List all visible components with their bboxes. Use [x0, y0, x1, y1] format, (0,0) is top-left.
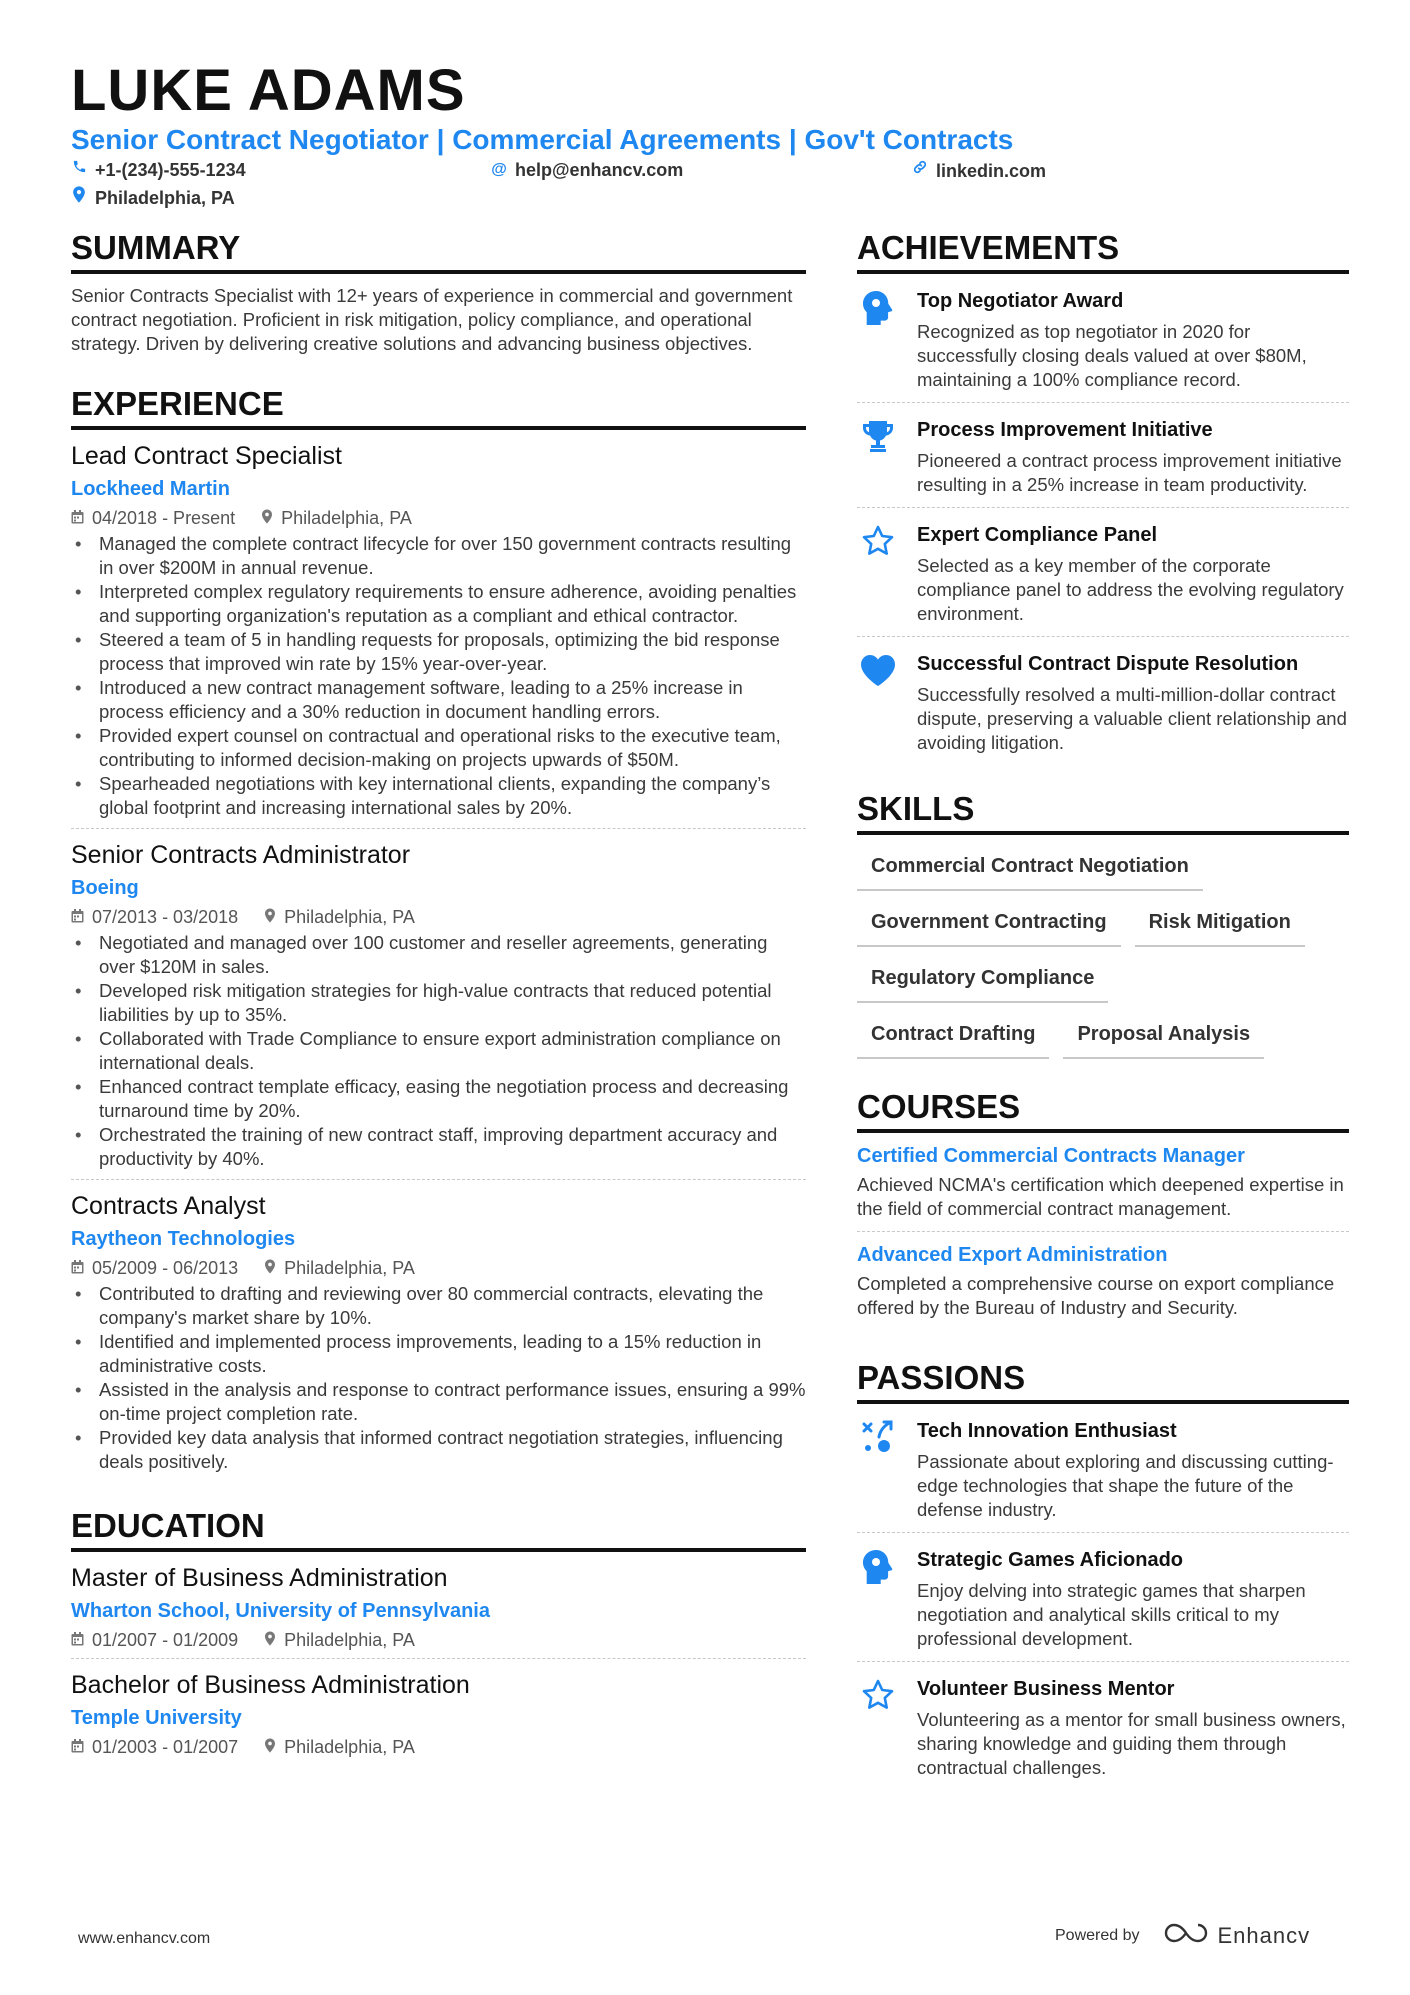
right-column [857, 228, 1349, 1790]
achievement-desc: Selected as a key member of the corporate compliance panel to address the evolving regulatory environment. [917, 555, 1344, 624]
skills-row [857, 1017, 1349, 1059]
location-text: Philadelphia, PA [95, 188, 235, 208]
calendar-icon [71, 1630, 84, 1650]
skills-row [857, 849, 1349, 891]
achievement-body [917, 288, 1349, 392]
bullet-item: • Identified and implemented process improvements, leading to a 15% reduction in administrative costs. [71, 1330, 806, 1378]
edu-location-text: Philadelphia, PA [284, 1630, 415, 1650]
experience-heading: EXPERIENCE [71, 384, 806, 430]
location-pin-icon [264, 1737, 276, 1757]
bullet-item: • Spearheaded negotiations with key international clients, expanding the company’s global footprint and increasing international sales by 20%. [71, 772, 806, 820]
edu-meta [71, 1628, 806, 1652]
email-text: help@enhancv.com [515, 160, 684, 180]
bullet-item: • Steered a team of 5 in handling requests for proposals, optimizing the bid response process that improved win rate by 15% year-over-year. [71, 628, 806, 676]
job-dates-text: 05/2009 - 06/2013 [92, 1258, 239, 1278]
passion-body [917, 1418, 1349, 1522]
job-location-text: Philadelphia, PA [284, 907, 415, 927]
candidate-name: LUKE ADAMS [71, 58, 466, 123]
experience-list [71, 430, 806, 1482]
courses-heading: COURSES [857, 1087, 1349, 1133]
phone-icon [71, 159, 87, 181]
education-entry [71, 1658, 806, 1765]
calendar-icon [71, 508, 84, 528]
job-bullets [71, 931, 806, 1171]
calendar-icon [71, 1258, 84, 1278]
calendar-icon [71, 1737, 84, 1757]
achievement-title: Process Improvement Initiative [917, 419, 1213, 441]
location-pin-icon [264, 1258, 276, 1278]
skill-tag: Commercial Contract Negotiation [857, 849, 1203, 891]
courses-list [857, 1133, 1349, 1330]
achievement-item [857, 274, 1349, 402]
job-company: Boeing [71, 877, 139, 899]
passion-title: Tech Innovation Enthusiast [917, 1420, 1177, 1442]
job-company: Lockheed Martin [71, 478, 230, 500]
experience-entry [71, 1179, 806, 1482]
at-icon: @ [491, 161, 507, 178]
achievements-list [857, 274, 1349, 765]
job-dates [71, 905, 238, 929]
job-location-text: Philadelphia, PA [284, 1258, 415, 1278]
passion-item [857, 1532, 1349, 1661]
summary-text: Senior Contracts Specialist with 12+ years of experience in commercial and government contract negotiation. Proficient in risk mitigation, policy compliance, and operational strategy. Driven by delivering creative solutions and advancing business objectives. [71, 285, 793, 354]
trophy-icon [857, 417, 899, 497]
footer-branding [1055, 1922, 1310, 1950]
experience-entry [71, 828, 806, 1179]
job-meta [71, 1256, 806, 1280]
achievement-title: Successful Contract Dispute Resolution [917, 653, 1299, 675]
course-title[interactable]: Advanced Export Administration [857, 1244, 1168, 1266]
skill-tag: Risk Mitigation [1135, 905, 1305, 947]
powered-by-text: Powered by [1055, 1927, 1140, 1944]
contact-linkedin[interactable] [912, 159, 1046, 182]
degree-title: Master of Business Administration [71, 1564, 448, 1592]
passion-item [857, 1661, 1349, 1790]
bullet-item: • Collaborated with Trade Compliance to ensure export administration compliance on international deals. [71, 1027, 806, 1075]
achievement-desc: Recognized as top negotiator in 2020 for successfully closing deals valued at over $80M, maintaining a 100% compliance record. [917, 321, 1307, 390]
job-title: Lead Contract Specialist [71, 442, 342, 470]
course-desc: Completed a comprehensive course on export compliance offered by the Bureau of Industry and Security. [857, 1273, 1335, 1318]
bullet-item: • Provided expert counsel on contractual and operational risks to the executive team, contributing to informed decision-making on projects upwards of $50M. [71, 724, 806, 772]
achievement-desc: Successfully resolved a multi-million-dollar contract dispute, preserving a valuable client relationship and avoiding litigation. [917, 684, 1347, 753]
headline: Senior Contract Negotiator | Commercial Agreements | Gov't Contracts [71, 124, 1014, 155]
infinity-logo-icon [1164, 1922, 1208, 1950]
job-meta [71, 905, 806, 929]
bullet-item: • Assisted in the analysis and response to contract performance issues, ensuring a 99% on-time project completion rate. [71, 1378, 806, 1426]
linkedin-text: linkedin.com [936, 160, 1047, 181]
job-location-text: Philadelphia, PA [281, 508, 412, 528]
achievement-item [857, 507, 1349, 636]
heart-icon [857, 651, 899, 755]
bullet-item: • Introduced a new contract management software, leading to a 25% increase in process efficiency and a 30% reduction in document handling errors. [71, 676, 806, 724]
edu-dates-text: 01/2007 - 01/2009 [92, 1630, 239, 1650]
achievement-item [857, 636, 1349, 765]
edu-meta [71, 1735, 806, 1759]
bullet-item: • Interpreted complex regulatory requirements to ensure adherence, avoiding penalties and supporting organization's reputation as a compliant and ethical contractor. [71, 580, 806, 628]
brand-name: Enhancv [1217, 1923, 1311, 1948]
education-heading: EDUCATION [71, 1506, 806, 1552]
job-bullets [71, 532, 806, 820]
passion-body [917, 1547, 1349, 1651]
course-desc: Achieved NCMA's certification which deepened expertise in the field of commercial contract management. [857, 1174, 1344, 1219]
bullet-item: • Provided key data analysis that informed contract negotiation strategies, influencing deals positively. [71, 1426, 806, 1474]
bullet-item: • Negotiated and managed over 100 customer and reseller agreements, generating over $120M in sales. [71, 931, 806, 979]
location-pin-icon [261, 508, 273, 528]
bullet-item: • Contributed to drafting and reviewing over 80 commercial contracts, elevating the company's market share by 10%. [71, 1282, 806, 1330]
contact-phone[interactable] [71, 159, 246, 181]
bullet-item: • Managed the complete contract lifecycle for over 150 government contracts resulting in over $200M in annual revenue. [71, 532, 806, 580]
job-bullets [71, 1282, 806, 1474]
job-dates-text: 04/2018 - Present [92, 508, 236, 528]
job-title: Contracts Analyst [71, 1192, 266, 1220]
head-brain-icon [857, 288, 899, 392]
achievement-body [917, 522, 1349, 626]
achievement-title: Expert Compliance Panel [917, 524, 1158, 546]
course-entry [857, 1231, 1349, 1330]
education-entry [71, 1552, 806, 1658]
achievement-title: Top Negotiator Award [917, 290, 1124, 312]
achievement-desc: Pioneered a contract process improvement initiative resulting in a 25% increase in team productivity. [917, 450, 1342, 495]
link-icon [912, 159, 928, 182]
skill-tag: Proposal Analysis [1063, 1017, 1264, 1059]
edu-dates-text: 01/2003 - 01/2007 [92, 1737, 239, 1757]
school-name: Wharton School, University of Pennsylvania [71, 1600, 490, 1622]
job-dates [71, 506, 235, 530]
bullet-item: • Orchestrated the training of new contract staff, improving department accuracy and productivity by 40%. [71, 1123, 806, 1171]
job-title: Senior Contracts Administrator [71, 841, 411, 869]
location-pin-icon [264, 1630, 276, 1650]
contact-location [71, 186, 235, 210]
passion-item [857, 1404, 1349, 1532]
passion-desc: Passionate about exploring and discussing cutting-edge technologies that shape the future of the defense industry. [917, 1451, 1334, 1520]
passions-list [857, 1404, 1349, 1790]
passion-desc: Volunteering as a mentor for small business owners, sharing knowledge and guiding them through contractual challenges. [917, 1709, 1346, 1778]
strategy-icon [857, 1418, 899, 1522]
edu-location [264, 1628, 415, 1652]
star-outline-icon [857, 1676, 899, 1780]
skills-list [857, 849, 1349, 1059]
job-dates-text: 07/2013 - 03/2018 [92, 907, 239, 927]
bullet-item: • Developed risk mitigation strategies for high-value contracts that reduced potential liabilities by up to 35%. [71, 979, 806, 1027]
head-brain-icon [857, 1547, 899, 1651]
footer-website[interactable]: www.enhancv.com [78, 1930, 211, 1947]
achievement-body [917, 651, 1349, 755]
edu-dates [71, 1735, 238, 1759]
star-outline-icon [857, 522, 899, 626]
job-meta [71, 506, 806, 530]
job-location [264, 1256, 415, 1280]
location-pin-icon [264, 907, 276, 927]
passion-title: Volunteer Business Mentor [917, 1678, 1175, 1700]
edu-location [264, 1735, 415, 1759]
summary-heading: SUMMARY [71, 228, 806, 274]
skill-tag: Government Contracting [857, 905, 1121, 947]
skills-heading: SKILLS [857, 789, 1349, 835]
education-list [71, 1552, 806, 1765]
job-location [261, 506, 412, 530]
experience-entry [71, 430, 806, 828]
passion-title: Strategic Games Aficionado [917, 1549, 1183, 1571]
achievement-item [857, 402, 1349, 507]
edu-dates [71, 1628, 238, 1652]
edu-location-text: Philadelphia, PA [284, 1737, 415, 1757]
passion-desc: Enjoy delving into strategic games that sharpen negotiation and analytical skills critical to my professional development. [917, 1580, 1306, 1649]
left-column [71, 228, 806, 1765]
contact-email[interactable] [491, 159, 683, 181]
skills-row [857, 905, 1349, 947]
bullet-item: • Enhanced contract template efficacy, easing the negotiation process and decreasing turnaround time by 20%. [71, 1075, 806, 1123]
calendar-icon [71, 907, 84, 927]
degree-title: Bachelor of Business Administration [71, 1671, 470, 1699]
brand-logo[interactable] [1164, 1922, 1311, 1950]
skill-tag: Contract Drafting [857, 1017, 1049, 1059]
job-company: Raytheon Technologies [71, 1228, 296, 1250]
course-entry [857, 1133, 1349, 1231]
course-title[interactable]: Certified Commercial Contracts Manager [857, 1145, 1245, 1167]
passion-body [917, 1676, 1349, 1780]
school-name: Temple University [71, 1707, 242, 1729]
location-pin-icon [71, 186, 87, 210]
job-dates [71, 1256, 238, 1280]
achievement-body [917, 417, 1349, 497]
job-location [264, 905, 415, 929]
skill-tag: Regulatory Compliance [857, 961, 1108, 1003]
skills-row [857, 961, 1349, 1003]
passions-heading: PASSIONS [857, 1358, 1349, 1404]
phone-text: +1-(234)-555-1234 [95, 160, 246, 180]
achievements-heading: ACHIEVEMENTS [857, 228, 1349, 274]
